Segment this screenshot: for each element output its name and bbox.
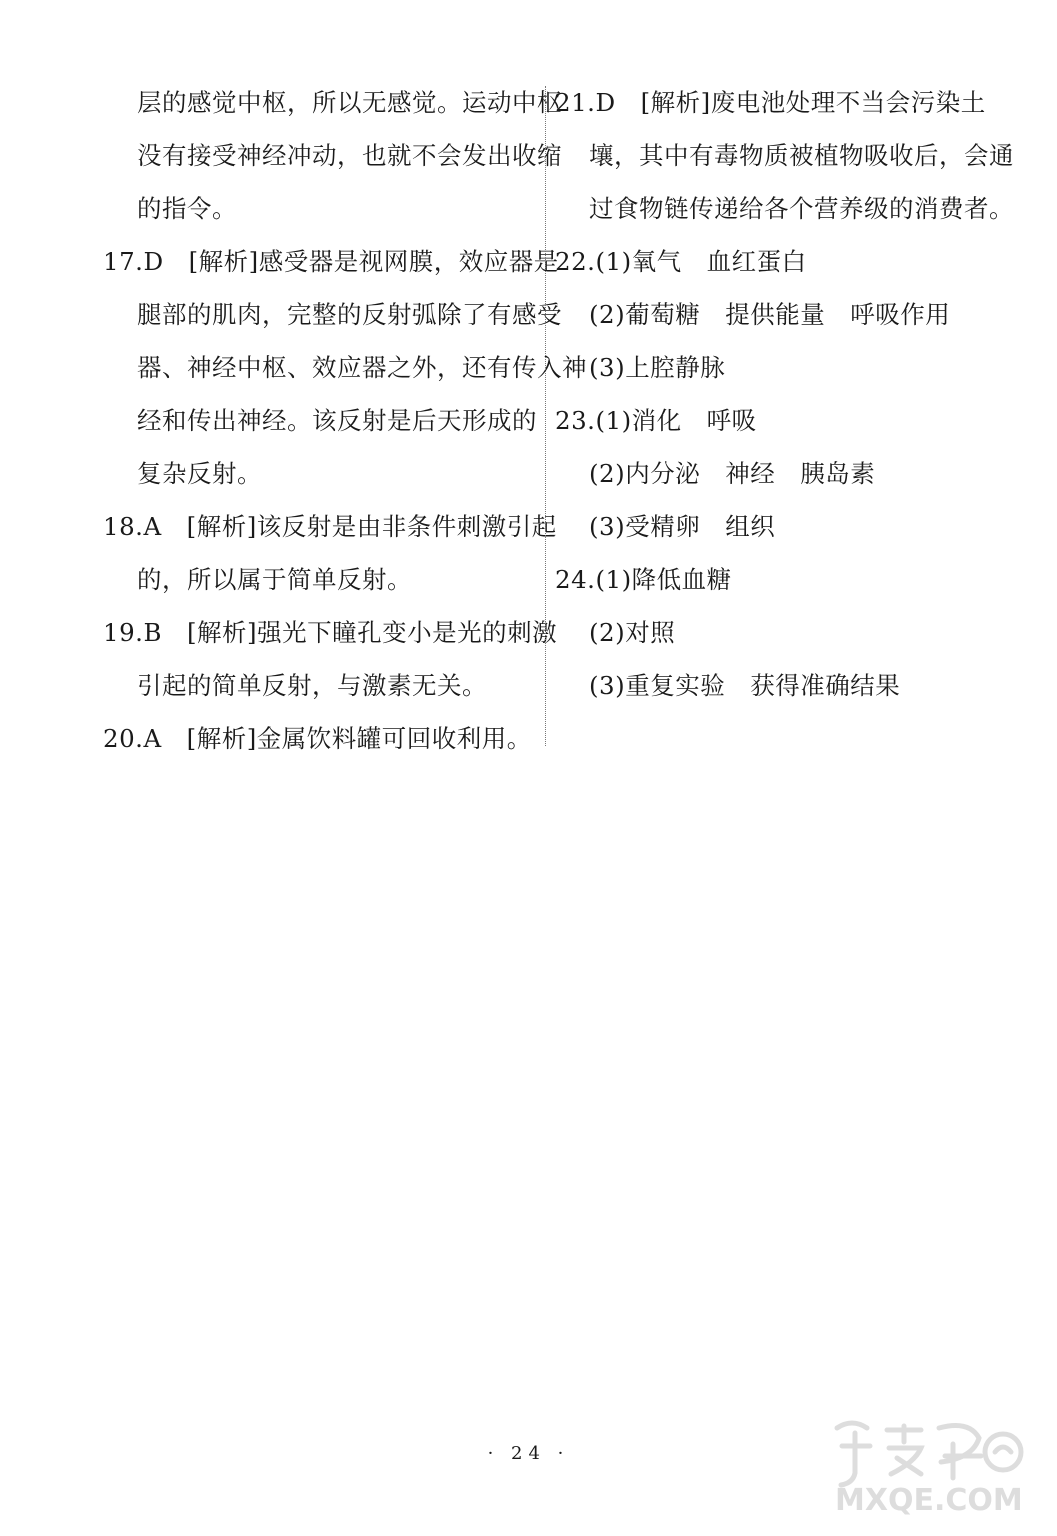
text-line: 的指令。 [137, 194, 237, 223]
text-line: 21.D [解析]废电池处理不当会污染土 [555, 88, 986, 117]
text-line: (2)对照 [589, 618, 676, 647]
text-line: (3)重复实验 获得准确结果 [589, 671, 901, 700]
text-line: (2)内分泌 神经 胰岛素 [589, 459, 876, 488]
text-line: 层的感觉中枢，所以无感觉。运动中枢 [137, 88, 562, 117]
watermark-text: MXQE.COM [835, 1483, 1023, 1518]
right-column [555, 76, 1014, 712]
text-line: (3)受精卵 组织 [589, 512, 776, 541]
text-line: (2)葡萄糖 提供能量 呼吸作用 [589, 300, 951, 329]
text-line: 22.(1)氧气 血红蛋白 [555, 247, 807, 276]
text-line: 引起的简单反射，与激素无关。 [137, 671, 487, 700]
left-column [103, 76, 587, 765]
text-line: 17.D [解析]感受器是视网膜，效应器是 [103, 247, 559, 276]
text-line: 经和传出神经。该反射是后天形成的 [137, 406, 537, 435]
text-line: (3)上腔静脉 [589, 353, 726, 382]
text-line: 23.(1)消化 呼吸 [555, 406, 757, 435]
column-divider [545, 86, 546, 746]
text-line: 壤，其中有毒物质被植物吸收后，会通 [589, 141, 1014, 170]
text-line: 没有接受神经冲动，也就不会发出收缩 [137, 141, 562, 170]
text-line: 复杂反射。 [137, 459, 262, 488]
text-line: 器、神经中枢、效应器之外，还有传入神 [137, 353, 587, 382]
text-line: 腿部的肌肉，完整的反射弧除了有感受 [137, 300, 562, 329]
watermark-logo-icon [827, 1408, 1027, 1518]
text-line: 20.A [解析]金属饮料罐可回收利用。 [103, 724, 532, 753]
text-line: 19.B [解析]强光下瞳孔变小是光的刺激 [103, 618, 558, 647]
text-line: 的，所以属于简单反射。 [137, 565, 412, 594]
text-line: 24.(1)降低血糖 [555, 565, 732, 594]
page-number: · 24 · [487, 1443, 570, 1464]
text-line: 18.A [解析]该反射是由非条件刺激引起 [103, 512, 557, 541]
text-line: 过食物链传递给各个营养级的消费者。 [589, 194, 1014, 223]
